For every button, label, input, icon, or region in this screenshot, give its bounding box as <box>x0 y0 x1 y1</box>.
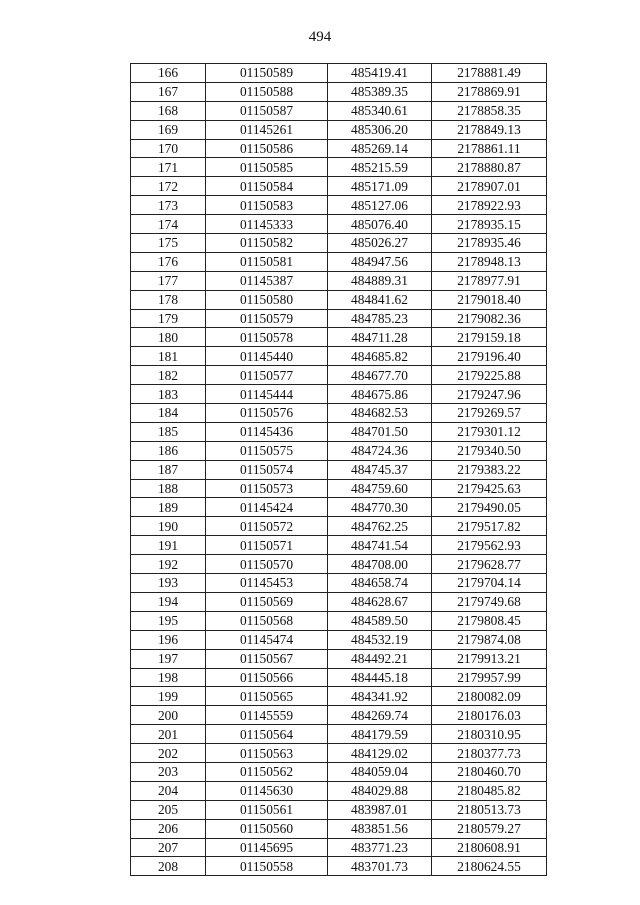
x-coordinate-cell: 484741.54 <box>328 536 432 555</box>
table-row <box>131 460 547 479</box>
y-coordinate-cell: 2179247.96 <box>432 385 547 404</box>
table-row <box>131 762 547 781</box>
table-row <box>131 234 547 253</box>
point-number-cell: 175 <box>131 234 206 253</box>
y-coordinate-cell: 2179196.40 <box>432 347 547 366</box>
y-coordinate-cell: 2180460.70 <box>432 762 547 781</box>
table-row <box>131 215 547 234</box>
point-number-cell: 178 <box>131 290 206 309</box>
point-number-cell: 197 <box>131 649 206 668</box>
y-coordinate-cell: 2178935.46 <box>432 234 547 253</box>
x-coordinate-cell: 485389.35 <box>328 82 432 101</box>
page-number: 494 <box>308 29 332 45</box>
x-coordinate-cell: 485306.20 <box>328 120 432 139</box>
table-row <box>131 517 547 536</box>
table-row <box>131 744 547 763</box>
table-row <box>131 404 547 423</box>
y-coordinate-cell: 2178948.13 <box>432 252 547 271</box>
point-number-cell: 189 <box>131 498 206 517</box>
x-coordinate-cell: 484675.86 <box>328 385 432 404</box>
table-row <box>131 649 547 668</box>
x-coordinate-cell: 485419.41 <box>328 64 432 83</box>
table-row <box>131 838 547 857</box>
point-number-cell: 188 <box>131 479 206 498</box>
table-row <box>131 252 547 271</box>
point-number-cell: 204 <box>131 781 206 800</box>
parcel-id-cell: 01145261 <box>206 120 328 139</box>
parcel-id-cell: 01150587 <box>206 101 328 120</box>
y-coordinate-cell: 2179425.63 <box>432 479 547 498</box>
point-number-cell: 190 <box>131 517 206 536</box>
parcel-id-cell: 01150573 <box>206 479 328 498</box>
x-coordinate-cell: 483987.01 <box>328 800 432 819</box>
y-coordinate-cell: 2178881.49 <box>432 64 547 83</box>
y-coordinate-cell: 2180608.91 <box>432 838 547 857</box>
table-row <box>131 271 547 290</box>
point-number-cell: 196 <box>131 630 206 649</box>
y-coordinate-cell: 2179957.99 <box>432 668 547 687</box>
y-coordinate-cell: 2180485.82 <box>432 781 547 800</box>
point-number-cell: 174 <box>131 215 206 234</box>
x-coordinate-cell: 484711.28 <box>328 328 432 347</box>
coordinates-table <box>130 63 547 876</box>
y-coordinate-cell: 2178869.91 <box>432 82 547 101</box>
table-row <box>131 555 547 574</box>
y-coordinate-cell: 2179225.88 <box>432 366 547 385</box>
table-row <box>131 536 547 555</box>
parcel-id-cell: 01150568 <box>206 611 328 630</box>
point-number-cell: 185 <box>131 422 206 441</box>
table-row <box>131 630 547 649</box>
y-coordinate-cell: 2179383.22 <box>432 460 547 479</box>
table-row <box>131 196 547 215</box>
table-row <box>131 120 547 139</box>
point-number-cell: 192 <box>131 555 206 574</box>
parcel-id-cell: 01150576 <box>206 404 328 423</box>
x-coordinate-cell: 483771.23 <box>328 838 432 857</box>
parcel-id-cell: 01150570 <box>206 555 328 574</box>
y-coordinate-cell: 2180176.03 <box>432 706 547 725</box>
point-number-cell: 193 <box>131 574 206 593</box>
point-number-cell: 183 <box>131 385 206 404</box>
table-row <box>131 309 547 328</box>
y-coordinate-cell: 2179517.82 <box>432 517 547 536</box>
y-coordinate-cell: 2179490.05 <box>432 498 547 517</box>
point-number-cell: 168 <box>131 101 206 120</box>
parcel-id-cell: 01150589 <box>206 64 328 83</box>
parcel-id-cell: 01145424 <box>206 498 328 517</box>
y-coordinate-cell: 2179808.45 <box>432 611 547 630</box>
y-coordinate-cell: 2178977.91 <box>432 271 547 290</box>
x-coordinate-cell: 485171.09 <box>328 177 432 196</box>
table-row <box>131 706 547 725</box>
parcel-id-cell: 01150575 <box>206 441 328 460</box>
table-row <box>131 441 547 460</box>
y-coordinate-cell: 2180624.55 <box>432 857 547 876</box>
point-number-cell: 205 <box>131 800 206 819</box>
x-coordinate-cell: 484492.21 <box>328 649 432 668</box>
x-coordinate-cell: 484179.59 <box>328 725 432 744</box>
y-coordinate-cell: 2178922.93 <box>432 196 547 215</box>
x-coordinate-cell: 484708.00 <box>328 555 432 574</box>
point-number-cell: 169 <box>131 120 206 139</box>
parcel-id-cell: 01150580 <box>206 290 328 309</box>
parcel-id-cell: 01145444 <box>206 385 328 404</box>
point-number-cell: 172 <box>131 177 206 196</box>
y-coordinate-cell: 2179301.12 <box>432 422 547 441</box>
point-number-cell: 198 <box>131 668 206 687</box>
point-number-cell: 206 <box>131 819 206 838</box>
y-coordinate-cell: 2179159.18 <box>432 328 547 347</box>
parcel-id-cell: 01145559 <box>206 706 328 725</box>
x-coordinate-cell: 484701.50 <box>328 422 432 441</box>
table-row <box>131 857 547 876</box>
y-coordinate-cell: 2178907.01 <box>432 177 547 196</box>
y-coordinate-cell: 2179913.21 <box>432 649 547 668</box>
y-coordinate-cell: 2179562.93 <box>432 536 547 555</box>
x-coordinate-cell: 484658.74 <box>328 574 432 593</box>
table-row <box>131 177 547 196</box>
x-coordinate-cell: 484841.62 <box>328 290 432 309</box>
x-coordinate-cell: 484029.88 <box>328 781 432 800</box>
point-number-cell: 187 <box>131 460 206 479</box>
x-coordinate-cell: 484129.02 <box>328 744 432 763</box>
x-coordinate-cell: 483701.73 <box>328 857 432 876</box>
parcel-id-cell: 01145695 <box>206 838 328 857</box>
point-number-cell: 179 <box>131 309 206 328</box>
table-row <box>131 101 547 120</box>
x-coordinate-cell: 484269.74 <box>328 706 432 725</box>
parcel-id-cell: 01150561 <box>206 800 328 819</box>
y-coordinate-cell: 2179704.14 <box>432 574 547 593</box>
x-coordinate-cell: 484059.04 <box>328 762 432 781</box>
point-number-cell: 182 <box>131 366 206 385</box>
x-coordinate-cell: 484745.37 <box>328 460 432 479</box>
point-number-cell: 180 <box>131 328 206 347</box>
parcel-id-cell: 01150584 <box>206 177 328 196</box>
y-coordinate-cell: 2179874.08 <box>432 630 547 649</box>
table-row <box>131 668 547 687</box>
parcel-id-cell: 01145436 <box>206 422 328 441</box>
x-coordinate-cell: 484445.18 <box>328 668 432 687</box>
point-number-cell: 166 <box>131 64 206 83</box>
x-coordinate-cell: 484947.56 <box>328 252 432 271</box>
y-coordinate-cell: 2180310.95 <box>432 725 547 744</box>
x-coordinate-cell: 484341.92 <box>328 687 432 706</box>
x-coordinate-cell: 484724.36 <box>328 441 432 460</box>
parcel-id-cell: 01150578 <box>206 328 328 347</box>
parcel-id-cell: 01150586 <box>206 139 328 158</box>
parcel-id-cell: 01150585 <box>206 158 328 177</box>
parcel-id-cell: 01150562 <box>206 762 328 781</box>
parcel-id-cell: 01150560 <box>206 819 328 838</box>
table-row <box>131 479 547 498</box>
y-coordinate-cell: 2179628.77 <box>432 555 547 574</box>
table-row <box>131 64 547 83</box>
parcel-id-cell: 01150572 <box>206 517 328 536</box>
y-coordinate-cell: 2179269.57 <box>432 404 547 423</box>
table-row <box>131 290 547 309</box>
table-row <box>131 574 547 593</box>
point-number-cell: 191 <box>131 536 206 555</box>
table-row <box>131 422 547 441</box>
table-row <box>131 366 547 385</box>
point-number-cell: 186 <box>131 441 206 460</box>
point-number-cell: 173 <box>131 196 206 215</box>
y-coordinate-cell: 2178935.15 <box>432 215 547 234</box>
point-number-cell: 170 <box>131 139 206 158</box>
parcel-id-cell: 01150574 <box>206 460 328 479</box>
point-number-cell: 184 <box>131 404 206 423</box>
parcel-id-cell: 01145453 <box>206 574 328 593</box>
x-coordinate-cell: 484785.23 <box>328 309 432 328</box>
parcel-id-cell: 01150581 <box>206 252 328 271</box>
y-coordinate-cell: 2178849.13 <box>432 120 547 139</box>
y-coordinate-cell: 2178858.35 <box>432 101 547 120</box>
parcel-id-cell: 01150583 <box>206 196 328 215</box>
y-coordinate-cell: 2179018.40 <box>432 290 547 309</box>
table-row <box>131 611 547 630</box>
parcel-id-cell: 01150577 <box>206 366 328 385</box>
point-number-cell: 167 <box>131 82 206 101</box>
point-number-cell: 177 <box>131 271 206 290</box>
table-row <box>131 800 547 819</box>
point-number-cell: 194 <box>131 592 206 611</box>
x-coordinate-cell: 485026.27 <box>328 234 432 253</box>
y-coordinate-cell: 2179340.50 <box>432 441 547 460</box>
y-coordinate-cell: 2180082.09 <box>432 687 547 706</box>
y-coordinate-cell: 2180579.27 <box>432 819 547 838</box>
y-coordinate-cell: 2178861.11 <box>432 139 547 158</box>
y-coordinate-cell: 2178880.87 <box>432 158 547 177</box>
table-row <box>131 328 547 347</box>
table-row <box>131 592 547 611</box>
point-number-cell: 201 <box>131 725 206 744</box>
table-row <box>131 82 547 101</box>
table-row <box>131 139 547 158</box>
parcel-id-cell: 01145387 <box>206 271 328 290</box>
x-coordinate-cell: 484682.53 <box>328 404 432 423</box>
table-row <box>131 498 547 517</box>
x-coordinate-cell: 485076.40 <box>328 215 432 234</box>
point-number-cell: 181 <box>131 347 206 366</box>
point-number-cell: 203 <box>131 762 206 781</box>
table-row <box>131 347 547 366</box>
parcel-id-cell: 01150565 <box>206 687 328 706</box>
parcel-id-cell: 01150582 <box>206 234 328 253</box>
x-coordinate-cell: 484762.25 <box>328 517 432 536</box>
x-coordinate-cell: 485269.14 <box>328 139 432 158</box>
point-number-cell: 171 <box>131 158 206 177</box>
y-coordinate-cell: 2180513.73 <box>432 800 547 819</box>
parcel-id-cell: 01145630 <box>206 781 328 800</box>
y-coordinate-cell: 2180377.73 <box>432 744 547 763</box>
x-coordinate-cell: 484589.50 <box>328 611 432 630</box>
parcel-id-cell: 01150558 <box>206 857 328 876</box>
parcel-id-cell: 01150579 <box>206 309 328 328</box>
coordinates-table-body <box>131 64 547 876</box>
parcel-id-cell: 01150566 <box>206 668 328 687</box>
parcel-id-cell: 01150567 <box>206 649 328 668</box>
point-number-cell: 200 <box>131 706 206 725</box>
x-coordinate-cell: 484889.31 <box>328 271 432 290</box>
parcel-id-cell: 01145474 <box>206 630 328 649</box>
x-coordinate-cell: 484759.60 <box>328 479 432 498</box>
table-row <box>131 687 547 706</box>
y-coordinate-cell: 2179082.36 <box>432 309 547 328</box>
x-coordinate-cell: 484770.30 <box>328 498 432 517</box>
parcel-id-cell: 01150588 <box>206 82 328 101</box>
parcel-id-cell: 01145333 <box>206 215 328 234</box>
table-row <box>131 781 547 800</box>
point-number-cell: 199 <box>131 687 206 706</box>
x-coordinate-cell: 484628.67 <box>328 592 432 611</box>
table-row <box>131 819 547 838</box>
point-number-cell: 208 <box>131 857 206 876</box>
x-coordinate-cell: 484685.82 <box>328 347 432 366</box>
point-number-cell: 207 <box>131 838 206 857</box>
x-coordinate-cell: 484532.19 <box>328 630 432 649</box>
point-number-cell: 202 <box>131 744 206 763</box>
x-coordinate-cell: 483851.56 <box>328 819 432 838</box>
y-coordinate-cell: 2179749.68 <box>432 592 547 611</box>
point-number-cell: 176 <box>131 252 206 271</box>
parcel-id-cell: 01150569 <box>206 592 328 611</box>
table-row <box>131 725 547 744</box>
x-coordinate-cell: 485215.59 <box>328 158 432 177</box>
table-row <box>131 158 547 177</box>
x-coordinate-cell: 484677.70 <box>328 366 432 385</box>
parcel-id-cell: 01150564 <box>206 725 328 744</box>
point-number-cell: 195 <box>131 611 206 630</box>
parcel-id-cell: 01150571 <box>206 536 328 555</box>
parcel-id-cell: 01150563 <box>206 744 328 763</box>
parcel-id-cell: 01145440 <box>206 347 328 366</box>
x-coordinate-cell: 485340.61 <box>328 101 432 120</box>
x-coordinate-cell: 485127.06 <box>328 196 432 215</box>
table-row <box>131 385 547 404</box>
